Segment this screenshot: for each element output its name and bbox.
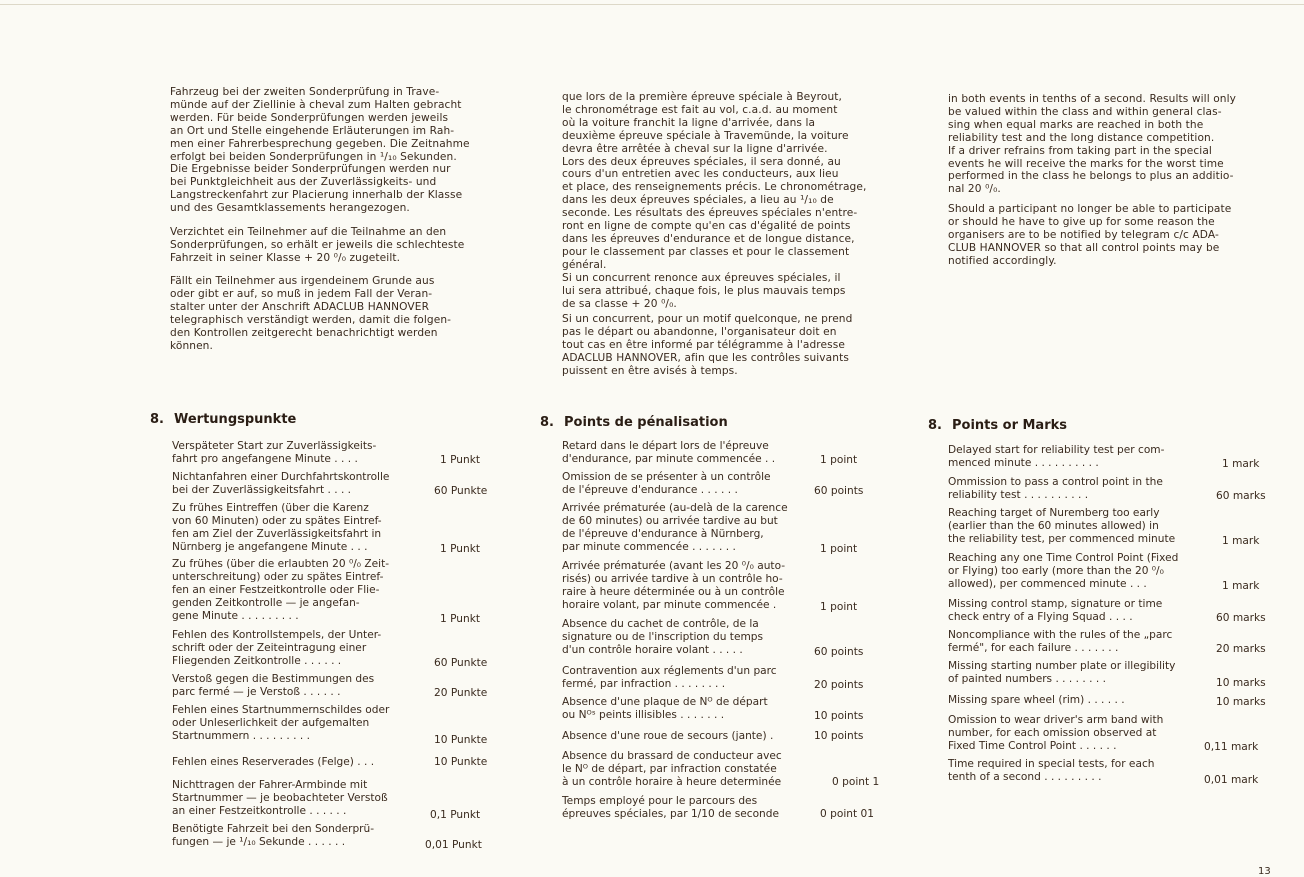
penalty-amount: 0,11 mark: [1204, 741, 1259, 753]
penalty-desc: Ommission to pass a control point in the reliability test . . . . . . . . . .: [948, 476, 1163, 501]
penalty-amount: 20 Punkte: [434, 687, 488, 699]
english-section-number: 8.: [928, 418, 942, 433]
penalty-amount: 0,1 Punkt: [430, 809, 481, 821]
english-section-title: Points or Marks: [951, 418, 1068, 433]
penalty-desc: Zu frühes (über die erlaubten 20 ⁰/₀ Zeit- unterschreitung) oder zu spätes Eintref- fen an einer Festzeitkontrolle oder Flie- genden Zeitkontrolle — je angefan- gene Minute . . . . . . . . .: [172, 558, 390, 622]
penalty-amount: 1 Punkt: [440, 543, 481, 555]
penalty-amount: 1 point: [820, 543, 858, 555]
penalty-desc: Absence d'une plaque de Nᴼ de départ ou Nᴼˢ peints illisibles . . . . . . .: [562, 696, 768, 721]
english-paragraph-1: in both events in tenths of a second. Results will only be valued within the class and within general clas- sing when equal marks are reached in both the reliability test and the long distance competition. If a driver refrains from taking part in the special events he will receive the marks for the worst time performed in the class he belongs to plus an additio- nal 20 ⁰/₀.: [948, 93, 1237, 196]
penalty-amount: 60 marks: [1216, 612, 1266, 624]
french-section-heading: [540, 415, 728, 430]
penalty-desc: Benötigte Fahrzeit bei den Sonderprü- fungen — je ¹/₁₀ Sekunde . . . . . .: [172, 823, 375, 848]
page-number: 13: [1258, 866, 1271, 877]
english-paragraph-2: Should a participant no longer be able to participate or should he have to give up for some reason the organisers are to be notified by telegram c/c ADA- CLUB HANNOVER so that all control points may be notified accordingly.: [948, 203, 1232, 267]
penalty-desc: Missing spare wheel (rim) . . . . . .: [948, 694, 1125, 706]
penalty-desc: Noncompliance with the rules of the „parc fermé", for each failure . . . . . . .: [948, 629, 1173, 654]
penalty-amount: 1 Punkt: [440, 454, 481, 466]
german-paragraph-2: Verzichtet ein Teilnehmer auf die Teilnahme an den Sonderprüfungen, so erhält er jeweils die schlechteste Fahrzeit in seiner Klasse + 20 ⁰/₀ zugeteilt.: [170, 226, 465, 264]
german-section-title: Wertungspunkte: [173, 412, 297, 427]
penalty-amount: 10 points: [814, 710, 864, 722]
penalty-desc: Retard dans le départ lors de l'épreuve d'endurance, par minute commencée . .: [562, 440, 776, 465]
german-paragraph-3: Fällt ein Teilnehmer aus irgendeinem Grunde aus oder gibt er auf, so muß in jedem Fall der Veran- stalter unter der Anschrift ADACLUB HANNOVER telegraphisch verständigt werden, damit die folgen- den Kontrollen zeitgerecht benachrichtigt werden können.: [170, 275, 452, 352]
penalty-amount: 1 point: [820, 454, 858, 466]
penalty-desc: Fehlen des Kontrollstempels, der Unter- schrift oder der Zeiteintragung einer Fliegenden Zeitkontrolle . . . . . .: [172, 629, 382, 667]
penalty-desc: Fehlen eines Startnummernschildes oder oder Unleserlichkeit der aufgemalten Startnummern . . . . . . . . .: [172, 704, 390, 742]
french-section-title: Points de pénalisation: [563, 415, 728, 430]
penalty-desc: Temps employé pour le parcours des épreuves spéciales, par 1/10 de seconde: [562, 795, 780, 820]
penalty-amount: 1 point: [820, 601, 858, 613]
penalty-amount: 10 Punkte: [434, 734, 488, 746]
french-paragraph-3: Si un concurrent, pour un motif quelconque, ne prend pas le départ ou abandonne, l'organisateur doit en tout cas en être informé par télégramme à l'adresse ADACLUB HANNOVER, afin que les contrôles suivants puissent en être avisés à temps.: [562, 313, 853, 377]
penalty-desc: Time required in special tests, for each tenth of a second . . . . . . . . .: [948, 758, 1155, 783]
penalty-desc: Delayed start for reliability test per com- menced minute . . . . . . . . . .: [948, 444, 1165, 469]
penalty-desc: Absence du brassard de conducteur avec le Nᴼ de départ, par infraction constatée à un contrôle horaire à heure determinée: [562, 750, 782, 788]
penalty-amount: 1 mark: [1222, 535, 1260, 547]
penalty-desc: Absence d'une roue de secours (jante) .: [562, 730, 774, 742]
penalty-amount: 10 marks: [1216, 677, 1266, 689]
english-section-heading: [928, 418, 1067, 433]
french-section-number: 8.: [540, 415, 554, 430]
penalty-amount: 10 Punkte: [434, 756, 488, 768]
penalty-desc: Missing control stamp, signature or time check entry of a Flying Squad . . . .: [948, 598, 1163, 623]
page-top-rule: [0, 4, 1304, 5]
penalty-amount: 20 points: [814, 679, 864, 691]
penalty-desc: Zu frühes Eintreffen (über die Karenz von 60 Minuten) oder zu spätes Eintref- fen am Ziel der Zuverlässigkeitsfahrt in Nürnberg je angefangene Minute . . .: [172, 502, 382, 553]
penalty-desc: Arrivée prématurée (au-delà de la carence de 60 minutes) ou arrivée tardive au but de l'épreuve d'endurance à Nürnberg, par minute commencée . . . . . . .: [562, 502, 788, 553]
penalty-desc: Nichtanfahren einer Durchfahrtskontrolle bei der Zuverlässigkeitsfahrt . . . .: [172, 471, 390, 496]
french-paragraph-1: que lors de la première épreuve spéciale à Beyrout, le chronométrage est fait au vol, c.a.d. au moment où la voiture franchit la ligne d'arrivée, dans la deuxième épreuve spéciale à Travemünde, la voiture devra être arrêtée à cheval sur la ligne d'arrivée. Lors des deux épreuves spéciales, il sera donné, au cours d'un entretien avec les conducteurs, aux lieu et place, des renseignements précis. Le chronométrage, dans les deux épreuves spéciales, a lieu au ¹/₁₀ de seconde. Les résultats des épreuves spéciales n'entre- ront en ligne de compte qu'en cas d'égalité de points dans les épreuves d'endurance et de longue distance, pour le classement par classes et pour le classement général.: [562, 91, 867, 271]
penalty-amount: 60 Punkte: [434, 657, 488, 669]
penalty-desc: Omission to wear driver's arm band with number, for each omission observed at Fixed Time Control Point . . . . . .: [948, 714, 1164, 752]
german-paragraph-1: Fahrzeug bei der zweiten Sonderprüfung in Trave- münde auf der Ziellinie à cheval zum Halten gebracht werden. Für beide Sonderprüfungen werden jeweils an Ort und Stelle eingehende Erläuterungen im Rah- men einer Fahrerbesprechung gegeben. Die Zeitnahme erfolgt bei beiden Sonderprüfungen in ¹/₁₀ Sekunden. Die Ergebnisse beider Sonderprüfungen werden nur bei Punktgleichheit aus der Zuverlässigkeits- und Langstreckenfahrt zur Placierung innerhalb der Klasse und des Gesamtklassements herangezogen.: [170, 86, 470, 215]
penalty-amount: 60 points: [814, 485, 864, 497]
penalty-amount: 10 marks: [1216, 696, 1266, 708]
penalty-desc: Nichttragen der Fahrer-Armbinde mit Startnummer — je beobachteter Verstoß an einer Festzeitkontrolle . . . . . .: [172, 779, 388, 817]
penalty-amount: 60 Punkte: [434, 485, 488, 497]
penalty-desc: Omission de se présenter à un contrôle de l'épreuve d'endurance . . . . . .: [562, 471, 771, 496]
penalty-amount: 0 point 1: [832, 776, 880, 788]
penalty-amount: 1 mark: [1222, 580, 1260, 592]
german-section-number: 8.: [150, 412, 164, 427]
penalty-amount: 0 point 01: [820, 808, 874, 820]
penalty-desc: Verspäteter Start zur Zuverlässigkeits- fahrt pro angefangene Minute . . . .: [172, 440, 377, 465]
penalty-desc: Arrivée prématurée (avant les 20 ⁰/₀ auto- risés) ou arrivée tardive à un contrôle ho- raire à heure déterminée ou à un contrôle horaire volant, par minute commencée .: [562, 560, 786, 611]
penalty-amount: 20 marks: [1216, 643, 1266, 655]
penalty-desc: Reaching any one Time Control Point (Fixed or Flying) too early (more than the 20 ⁰/₀ allowed), per commenced minute . . .: [948, 552, 1179, 590]
penalty-desc: Missing starting number plate or illegibility of painted numbers . . . . . . . .: [948, 660, 1176, 685]
penalty-desc: Fehlen eines Reserverades (Felge) . . .: [172, 756, 375, 768]
penalty-amount: 60 marks: [1216, 490, 1266, 502]
penalty-desc: Absence du cachet de contrôle, de la signature ou de l'inscription du temps d'un contrôle horaire volant . . . . .: [562, 618, 764, 656]
french-paragraph-2: Si un concurrent renonce aux épreuves spéciales, il lui sera attribué, chaque fois, le plus mauvais temps de sa classe + 20 ⁰/₀.: [562, 272, 846, 310]
penalty-amount: 0,01 mark: [1204, 774, 1259, 786]
penalty-desc: Reaching target of Nuremberg too early (earlier than the 60 minutes allowed) in the reliability test, per commenced minute: [948, 507, 1176, 545]
penalty-amount: 0,01 Punkt: [425, 839, 482, 851]
penalty-desc: Contravention aux réglements d'un parc fermé, par infraction . . . . . . . .: [562, 665, 777, 690]
penalty-amount: 1 Punkt: [440, 613, 481, 625]
german-section-heading: [150, 412, 296, 427]
penalty-desc: Verstoß gegen die Bestimmungen des parc fermé — je Verstoß . . . . . .: [172, 673, 375, 698]
penalty-amount: 60 points: [814, 646, 864, 658]
penalty-amount: 10 points: [814, 730, 864, 742]
penalty-amount: 1 mark: [1222, 458, 1260, 470]
